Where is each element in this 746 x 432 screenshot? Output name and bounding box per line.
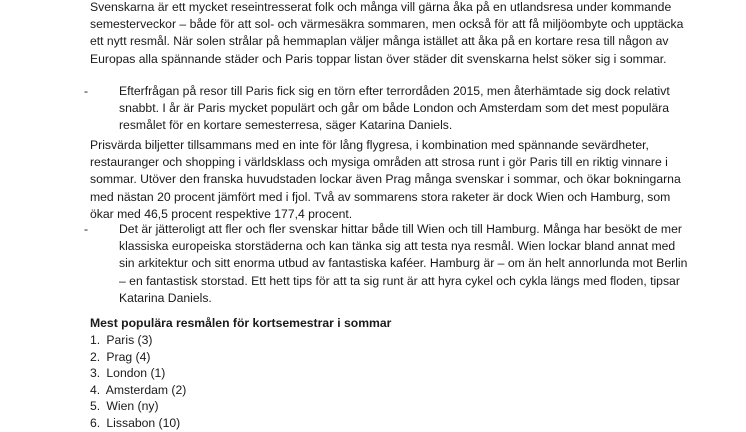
list-item-text: Paris (3): [106, 333, 153, 347]
body-paragraph: Prisvärda biljetter tillsammans med en inte för lång flygresa, i kombination med spännande sevärdheter, restauranger och shopping i världsklass och mysiga områden att strosa runt i gör Paris till en riktig vinnare i sommar. Utöver den franska huvudstaden lockar även Prag många svenskar i sommar, och ökar bokningarna med nästan 20 procent jämfört med i fjol. Två av sommarens stora raketer är dock Wien och Hamburg, som ökar med 46,5 procent respektive 177,4 procent.: [90, 138, 681, 221]
list-item-text: Wien (ny): [106, 399, 159, 413]
list-item-text: London (1): [106, 366, 166, 380]
dash-bullet: -: [84, 84, 89, 98]
dash-bullet: -: [84, 222, 89, 236]
list-item-number: 4.: [90, 382, 101, 397]
intro-paragraph: Svenskarna är ett mycket reseintresserat folk och många vill gärna åka på en utlandsresa under kommande semesterveckor – både för att sol- och värmesäkra sommaren, men också för att få miljöombyte och upptäcka ett nytt resmål. När solen strålar på hemmaplan väljer många istället att åka på en kortare resa till någon av Europas alla spännande städer och Paris toppar listan över städer dit svenskarna helst söker sig i sommar.: [90, 0, 684, 66]
list-item-number: 1.: [90, 333, 101, 347]
list-item-text: Amsterdam (2): [105, 382, 187, 397]
list-item: [90, 365, 186, 382]
list-item: [90, 382, 186, 399]
list-item-number: 3.: [90, 366, 101, 380]
quote-block: [84, 83, 694, 135]
list-item: [90, 332, 186, 349]
list-item: [90, 398, 186, 415]
list-item: [90, 349, 186, 366]
list-item-number: 6.: [90, 415, 101, 430]
quote-block: [84, 221, 694, 307]
destination-list: [90, 332, 186, 431]
quote-text: Efterfrågan på resor till Paris fick sig en törn efter terrordåden 2015, men återhämtade sig dock relativt snabbt. I år är Paris mycket populärt och går om både London och Amsterdam som det mest populära resmålet för en kortare semesterresa, säger Katarina Daniels.: [119, 84, 670, 133]
list-item-number: 5.: [90, 399, 101, 413]
list-item-number: 2.: [90, 349, 101, 364]
list-item: [90, 415, 186, 432]
list-heading: Mest populära resmålen för kortsemestrar i sommar: [90, 316, 392, 330]
list-item-text: Prag (4): [106, 349, 151, 364]
quote-text: Det är jätteroligt att fler och fler svenskar hittar både till Wien och till Hamburg. Många har besökt de mer klassiska europeiska storstäderna och kan tänka sig att testa nya resmål. Wien lockar bland annat med sin arkitektur och sitt enorma utbud av fantastiska kaféer. Hamburg är – om än helt annorlunda mot Berlin – en fantastisk storstad. Ett hett tips för att ta sig runt är att hyra cykel och cykla längs med floden, tipsar Katarina Daniels.: [119, 222, 688, 305]
list-item-text: Lissabon (10): [106, 415, 181, 430]
